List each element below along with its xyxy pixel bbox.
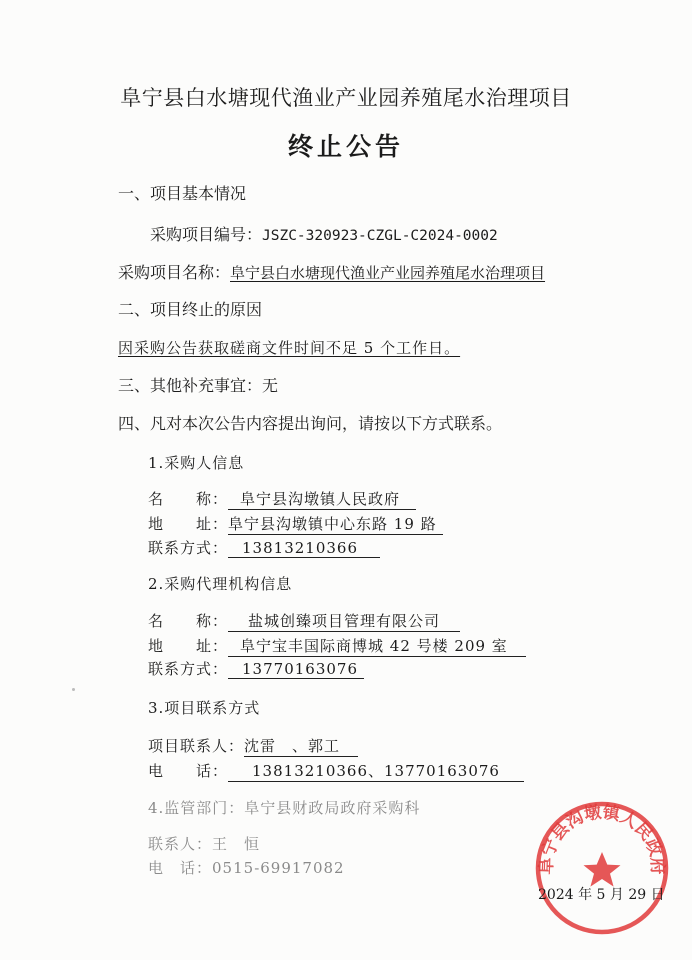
purchaser-address-row bbox=[148, 513, 443, 535]
agency-contact-value: 13770163076 bbox=[228, 660, 364, 679]
purchaser-contact-label: 联系方式： bbox=[148, 539, 229, 557]
agency-address-label: 地 址： bbox=[148, 637, 229, 655]
supervisor-phone-row bbox=[148, 857, 345, 878]
project-number-value: JSZC-320923-CZGL-C2024-0002 bbox=[262, 228, 498, 244]
agency-name-row bbox=[148, 610, 460, 632]
project-name-value: 阜宁县白水塘现代渔业产业园养殖尾水治理项目 bbox=[230, 264, 546, 282]
supervisor-phone-value: 0515-69917082 bbox=[212, 859, 345, 877]
project-contact-person-label: 项目联系人： bbox=[148, 737, 245, 755]
project-contact-phone-value: 13813210366、13770163076 bbox=[228, 760, 524, 782]
supervisor-person-row bbox=[148, 833, 260, 854]
project-name-row bbox=[118, 260, 545, 283]
project-contact-person-row bbox=[148, 735, 358, 757]
agency-heading: 2.采购代理机构信息 bbox=[148, 575, 293, 593]
purchaser-name-row bbox=[148, 488, 416, 510]
section4-heading: 四、凡对本次公告内容提出询问，请按以下方式联系。 bbox=[118, 414, 503, 433]
section3-heading: 三、其他补充事宜：无 bbox=[118, 376, 279, 395]
project-number-label: 采购项目编号： bbox=[150, 225, 263, 244]
agency-address-value: 阜宁宝丰国际商博城 42 号楼 209 室 bbox=[228, 635, 526, 657]
supervisor-heading: 4.监管部门：阜宁县财政局政府采购科 bbox=[148, 799, 421, 817]
purchaser-name-value: 阜宁县沟墩镇人民政府 bbox=[228, 488, 416, 510]
official-seal bbox=[532, 798, 672, 938]
agency-contact-label: 联系方式： bbox=[148, 660, 229, 678]
project-contact-person-value: 沈雷 、郭工 bbox=[244, 735, 358, 757]
seal-stamp-icon bbox=[532, 798, 672, 938]
purchaser-contact-row bbox=[148, 537, 380, 558]
project-name-label: 采购项目名称： bbox=[118, 263, 231, 282]
termination-reason: 因采购公告获取磋商文件时间不足 5 个工作日。 bbox=[118, 339, 461, 357]
section1-heading: 一、项目基本情况 bbox=[118, 184, 247, 203]
project-contact-phone-row bbox=[148, 760, 524, 782]
supervisor-person-label: 联系人： bbox=[148, 835, 213, 853]
supervisor-phone-label: 电 话： bbox=[148, 859, 213, 877]
purchaser-contact-value: 13813210366 bbox=[228, 539, 380, 558]
agency-name-label: 名 称： bbox=[148, 612, 229, 630]
purchaser-heading: 1.采购人信息 bbox=[148, 454, 245, 472]
seal-text: 阜宁县沟墩镇人民政府 bbox=[536, 802, 668, 875]
document-title: 阜宁县白水塘现代渔业产业园养殖尾水治理项目 bbox=[120, 86, 572, 110]
project-number-row bbox=[150, 222, 498, 245]
supervisor-person-value: 王 恒 bbox=[212, 835, 261, 853]
purchaser-address-label: 地 址： bbox=[148, 515, 229, 533]
agency-address-row bbox=[148, 635, 526, 657]
purchaser-name-label: 名 称： bbox=[148, 490, 229, 508]
project-contact-heading: 3.项目联系方式 bbox=[148, 699, 261, 717]
document-subtitle: 终止公告 bbox=[287, 132, 404, 161]
scan-speck bbox=[72, 688, 75, 691]
agency-contact-row bbox=[148, 658, 364, 679]
agency-name-value: 盐城创臻项目管理有限公司 bbox=[228, 610, 460, 632]
seal-star-icon bbox=[584, 852, 621, 887]
document-date: 2024 年 5 月 29 日 bbox=[538, 887, 665, 903]
purchaser-address-value: 阜宁县沟墩镇中心东路 19 路 bbox=[228, 513, 443, 535]
project-contact-phone-label: 电 话： bbox=[148, 762, 229, 780]
section2-heading: 二、项目终止的原因 bbox=[118, 300, 263, 319]
